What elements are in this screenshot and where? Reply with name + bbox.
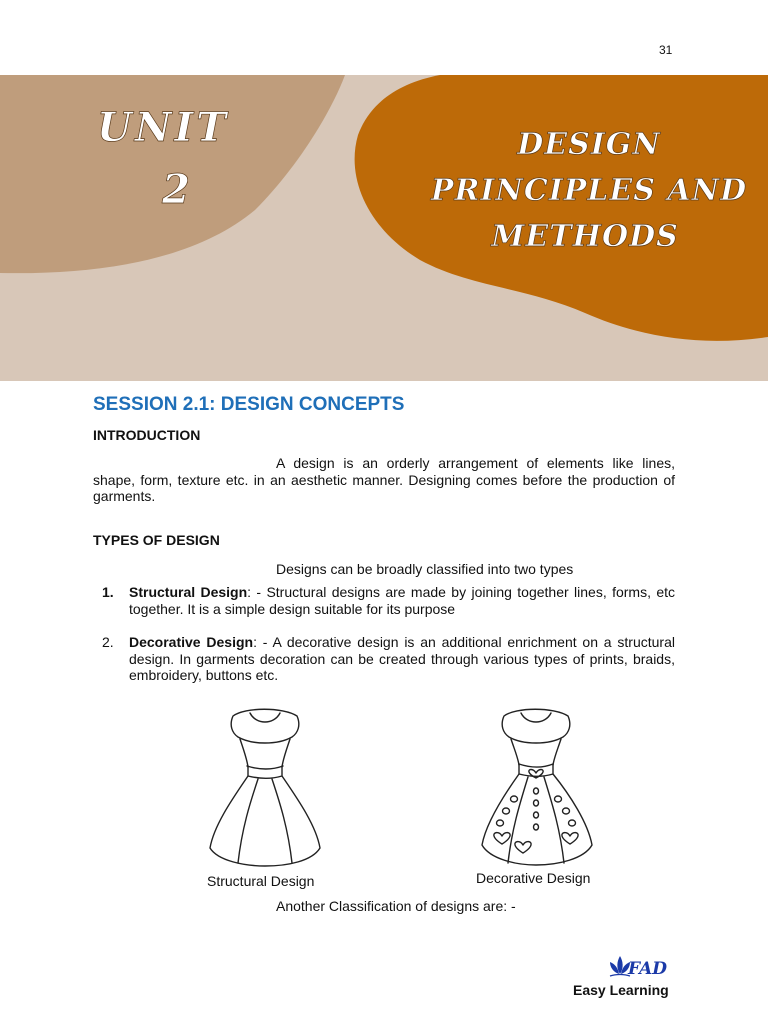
list-item-number: 2. [102,634,114,650]
structural-design-caption: Structural Design [207,873,315,889]
decorated-dress-icon [476,703,606,873]
banner-title-line3: METHODS [491,219,679,254]
logo-text: FAD [628,959,668,979]
session-title: SESSION 2.1: DESIGN CONCEPTS [93,394,405,415]
introduction-heading: INTRODUCTION [93,427,201,443]
unit-label: UNIT [97,104,229,151]
easy-learning-tagline: Easy Learning [573,982,669,998]
list-item [93,634,675,684]
list-item-number: 1. [102,584,114,600]
unit-number: 2 [162,166,190,213]
another-classification-text: Another Classification of designs are: - [276,898,516,914]
list-item-text: : - A decorative design is an additional enrichment on a structural design. In garments decoration can be created through various types of prints, braids, embroidery, buttons etc. [129,634,675,683]
banner-title-line1: DESIGN [517,127,661,162]
list-item-term: Structural Design [129,584,248,600]
decorative-design-caption: Decorative Design [476,870,591,886]
types-intro: Designs can be broadly classified into two types [276,561,574,577]
banner-title-line2: PRINCIPLES AND [430,173,748,208]
list-item-term: Decorative Design [129,634,254,650]
unit-banner [0,75,768,381]
lotus-icon [610,956,630,976]
types-heading: TYPES OF DESIGN [93,532,220,548]
footer-logo [608,952,678,982]
dress-outline-icon [200,703,330,873]
design-types-list [93,584,675,684]
list-item [93,584,675,617]
list-item-text: : - Structural designs are made by joining together lines, forms, etc together. It is a simple design suitable for its purpose [129,584,675,617]
page-number: 31 [659,43,673,57]
introduction-text: A design is an orderly arrangement of elements like lines, shape, form, texture etc. in an aesthetic manner. Designing comes before the production of garments. [93,455,675,504]
